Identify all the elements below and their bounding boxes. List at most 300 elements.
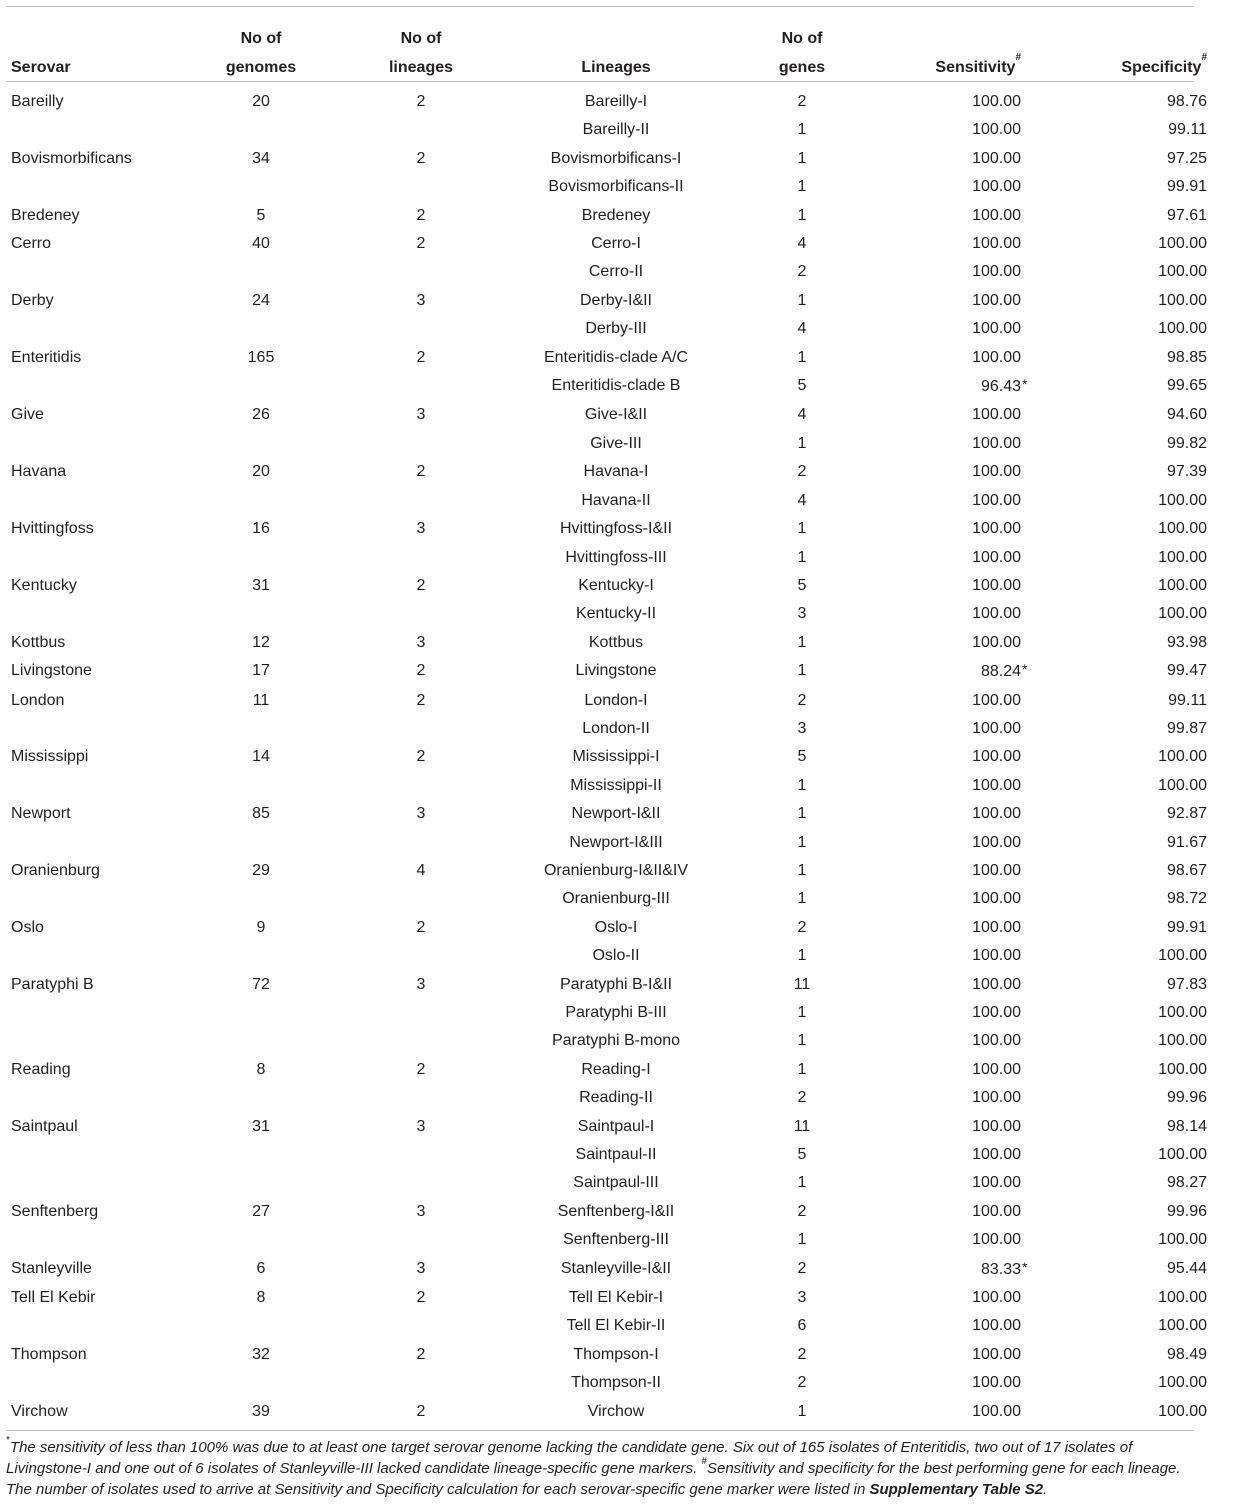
cell-no-genomes: 165 <box>247 348 275 366</box>
cell-sensitivity <box>883 857 1029 885</box>
cell-lineage: Bovismorbificans-I <box>550 149 682 167</box>
cell-specificity: 100.00 <box>1158 1231 1207 1249</box>
cell-serovar <box>6 258 191 286</box>
cell-specificity: 99.96 <box>1166 1202 1207 1220</box>
header-specificity: Specificity# <box>1121 51 1207 76</box>
cell-no-lineages: 2 <box>416 235 426 253</box>
cell-serovar: Stanleyville <box>11 1259 92 1277</box>
cell-serovar <box>6 772 191 800</box>
cell-no-genomes <box>191 1084 331 1112</box>
cell-no-genomes: 20 <box>252 93 270 110</box>
table-row <box>6 629 1233 657</box>
cell-no-genes: 2 <box>797 1374 807 1392</box>
cell-no-genomes <box>191 600 331 628</box>
cell-specificity: 100.00 <box>1158 320 1207 338</box>
cell-sensitivity <box>883 715 1029 743</box>
cell-no-genes: 1 <box>797 149 807 167</box>
cell-serovar <box>6 487 191 515</box>
cell-no-genes: 1 <box>797 1231 807 1249</box>
cell-no-genomes: 6 <box>256 1259 266 1277</box>
cell-lineage: Give-III <box>590 434 642 452</box>
cell-specificity: 98.49 <box>1166 1345 1207 1363</box>
cell-specificity: 100.00 <box>1158 605 1207 623</box>
cell-lineage: Cerro-I <box>591 235 641 253</box>
cell-specificity: 97.25 <box>1166 149 1207 167</box>
cell-no-genomes <box>191 173 331 201</box>
cell-no-genomes <box>191 1312 331 1340</box>
table-row <box>6 1341 1233 1369</box>
cell-lineage: Enteritidis-clade A/C <box>543 348 689 366</box>
cell-sensitivity <box>883 1084 1029 1112</box>
cell-lineage: Hvittingfoss-I&II <box>559 520 673 538</box>
table-row <box>6 458 1233 486</box>
cell-serovar: Bareilly <box>11 93 64 110</box>
sensitivity-value: 100.00 <box>972 1202 1021 1220</box>
cell-no-genes: 1 <box>797 890 807 908</box>
cell-no-genes: 1 <box>797 833 807 851</box>
cell-no-genes: 4 <box>797 491 807 509</box>
cell-lineage: Cerro-II <box>588 263 644 281</box>
table-row <box>6 1027 1233 1055</box>
cell-no-genes: 2 <box>797 93 807 110</box>
cell-sensitivity <box>883 487 1029 515</box>
cell-lineage: Kentucky-II <box>575 605 657 623</box>
cell-sensitivity <box>883 1312 1029 1340</box>
cell-specificity: 100.00 <box>1158 776 1207 794</box>
cell-no-genes: 2 <box>797 691 807 709</box>
table-row <box>6 258 1233 286</box>
cell-no-genes: 1 <box>797 434 807 452</box>
table-row <box>6 942 1233 970</box>
table-body <box>6 82 1233 1426</box>
cell-no-genes: 1 <box>797 633 807 651</box>
cell-no-genomes <box>191 829 331 857</box>
cell-no-lineages: 3 <box>416 805 426 823</box>
cell-serovar: Oranienburg <box>11 861 100 879</box>
cell-no-genomes <box>191 942 331 970</box>
header-no-genomes: No of genomes <box>225 30 297 76</box>
cell-lineage: Senftenberg-I&II <box>557 1202 675 1220</box>
sensitivity-value: 100.00 <box>972 1289 1021 1307</box>
table-row <box>6 829 1233 857</box>
cell-no-lineages: 2 <box>416 1345 426 1363</box>
cell-no-lineages: 3 <box>416 1259 426 1277</box>
cell-no-genes: 11 <box>793 1117 811 1135</box>
cell-no-lineages <box>331 829 511 857</box>
sensitivity-value: 100.00 <box>972 149 1021 167</box>
header-serovar: Serovar <box>11 58 71 76</box>
cell-no-lineages: 2 <box>416 149 426 167</box>
cell-lineage: Paratyphi B-III <box>565 1004 667 1021</box>
table-row <box>6 772 1233 800</box>
cell-sensitivity <box>883 202 1029 230</box>
sensitivity-value: 100.00 <box>972 975 1021 993</box>
cell-no-genomes: 14 <box>252 748 270 766</box>
cell-lineage: Livingstone <box>575 662 657 680</box>
cell-no-genomes: 5 <box>256 206 266 224</box>
cell-lineage: Reading-I <box>581 1060 651 1078</box>
cell-serovar: Mississippi <box>11 748 89 766</box>
cell-no-lineages <box>331 487 511 515</box>
cell-sensitivity <box>883 315 1029 343</box>
table-row <box>6 430 1233 458</box>
sensitivity-value: 100.00 <box>972 748 1021 766</box>
sensitivity-value: 100.00 <box>972 1402 1021 1420</box>
table-row <box>6 1141 1233 1169</box>
cell-no-genes: 1 <box>797 520 807 538</box>
sensitivity-value: 100.00 <box>972 805 1021 823</box>
cell-sensitivity <box>883 116 1029 144</box>
table-row <box>6 1312 1233 1340</box>
header-lineages: Lineages <box>581 58 651 76</box>
cell-no-genes: 2 <box>797 1202 807 1220</box>
cell-no-genomes <box>191 885 331 913</box>
cell-no-lineages: 2 <box>416 463 426 481</box>
cell-specificity: 100.00 <box>1158 548 1207 566</box>
cell-serovar <box>6 430 191 458</box>
cell-no-genomes: 27 <box>252 1202 270 1220</box>
cell-no-genomes: 31 <box>252 576 270 594</box>
cell-lineage: Mississippi-II <box>570 776 662 794</box>
cell-serovar <box>6 1169 191 1197</box>
cell-no-lineages <box>331 715 511 743</box>
cell-no-genomes <box>191 116 331 144</box>
cell-no-lineages: 2 <box>416 662 426 680</box>
cell-sensitivity: 83.33* <box>883 1255 1029 1284</box>
sensitivity-value: 100.00 <box>972 320 1021 338</box>
cell-no-lineages <box>331 315 511 343</box>
cell-specificity: 100.00 <box>1158 491 1207 509</box>
cell-sensitivity <box>883 1284 1029 1312</box>
header-sensitivity: Sensitivity# <box>935 51 1021 76</box>
table-footnote: *The sensitivity of less than 100% was due to at least one target serovar genome lacking the candidate gene. Six out of 165 isolates of Enteritidis, two out of 17 isolates of Livingstone-I and one out of 6 isolates of Stanleyville-III lacked candidate lineage-specific gene markers. #Sensitivity and specificity for the best performing gene for each lineage. The number of isolates used to arrive at Sensitivity and Specificity calculation for each serovar-specific gene marker were listed in Supplementary Table S2. <box>6 1435 1181 1498</box>
cell-lineage: Hvittingfoss-III <box>565 548 667 566</box>
cell-sensitivity <box>883 344 1029 372</box>
cell-no-lineages: 3 <box>416 520 426 538</box>
cell-no-genomes: 24 <box>252 291 270 309</box>
cell-sensitivity <box>883 829 1029 857</box>
cell-serovar <box>6 1369 191 1397</box>
cell-serovar <box>6 1027 191 1055</box>
cell-serovar: Virchow <box>11 1402 68 1420</box>
cell-specificity: 92.87 <box>1166 805 1207 823</box>
cell-no-genes: 1 <box>797 121 807 139</box>
cell-lineage: Give-I&II <box>584 406 648 424</box>
cell-no-genes: 1 <box>797 348 807 366</box>
cell-serovar <box>6 1141 191 1169</box>
cell-no-genes: 2 <box>797 1089 807 1107</box>
sensitivity-value: 100.00 <box>972 263 1021 281</box>
table-row <box>6 687 1233 715</box>
sensitivity-value: 100.00 <box>972 206 1021 224</box>
sensitivity-value: 100.00 <box>972 1146 1021 1164</box>
cell-specificity: 97.39 <box>1166 463 1207 481</box>
cell-serovar: Thompson <box>11 1345 87 1363</box>
cell-lineage: Stanleyville-I&II <box>560 1259 672 1277</box>
cell-no-genomes: 11 <box>252 691 270 709</box>
cell-sensitivity <box>883 743 1029 771</box>
table-row <box>6 287 1233 315</box>
cell-no-genes: 1 <box>797 947 807 965</box>
cell-no-lineages: 2 <box>416 348 426 366</box>
cell-serovar: Give <box>11 406 44 424</box>
cell-serovar: London <box>11 691 65 709</box>
sensitivity-value: 100.00 <box>972 918 1021 936</box>
table-row <box>6 344 1233 372</box>
cell-no-genes: 1 <box>797 548 807 566</box>
cell-sensitivity <box>883 971 1029 999</box>
cell-lineage: Bovismorbificans-II <box>548 178 684 196</box>
cell-no-genomes: 34 <box>252 149 270 167</box>
cell-serovar: Newport <box>11 805 71 823</box>
sensitivity-value: 100.00 <box>972 548 1021 566</box>
cell-no-genes: 4 <box>797 320 807 338</box>
cell-serovar <box>6 315 191 343</box>
cell-no-genomes <box>191 1027 331 1055</box>
sensitivity-value: 100.00 <box>972 491 1021 509</box>
sensitivity-value: 88.24 <box>980 663 1021 681</box>
cell-lineage: Oslo-I <box>594 918 638 936</box>
cell-specificity: 93.98 <box>1166 633 1207 651</box>
cell-lineage: Havana-II <box>581 491 651 509</box>
cell-lineage: Kentucky-I <box>578 576 654 594</box>
cell-sensitivity <box>883 544 1029 572</box>
sensitivity-value: 100.00 <box>972 520 1021 538</box>
cell-specificity: 100.00 <box>1158 947 1207 965</box>
cell-lineage: Saintpaul-I <box>577 1117 655 1135</box>
cell-no-lineages: 2 <box>416 1060 426 1078</box>
cell-lineage: Senftenberg-III <box>563 1231 669 1249</box>
cell-lineage: London-I <box>584 691 648 709</box>
cell-sensitivity <box>883 1027 1029 1055</box>
table-row <box>6 1226 1233 1254</box>
sensitivity-value: 100.00 <box>972 833 1021 851</box>
cell-specificity: 100.00 <box>1158 1004 1207 1021</box>
cell-specificity: 99.87 <box>1166 719 1207 737</box>
cell-no-lineages <box>331 430 511 458</box>
table-row <box>6 657 1233 686</box>
cell-no-genes: 3 <box>797 605 807 623</box>
cell-specificity: 98.14 <box>1166 1117 1207 1135</box>
sensitivity-value: 100.00 <box>972 1231 1021 1249</box>
sensitivity-value: 100.00 <box>972 576 1021 594</box>
cell-no-genes: 5 <box>797 748 807 766</box>
cell-no-genes: 1 <box>797 178 807 196</box>
cell-sensitivity <box>883 258 1029 286</box>
cell-specificity: 99.11 <box>1168 121 1207 139</box>
cell-specificity: 94.60 <box>1166 406 1207 424</box>
cell-no-genomes <box>191 258 331 286</box>
lineage-marker-table <box>6 0 1233 1426</box>
cell-sensitivity: 88.24* <box>883 657 1029 686</box>
sensitivity-value: 100.00 <box>972 1089 1021 1107</box>
cell-no-genomes: 17 <box>252 662 270 680</box>
cell-serovar: Reading <box>11 1060 71 1078</box>
cell-specificity: 100.00 <box>1158 1032 1207 1050</box>
cell-lineage: Kottbus <box>588 633 644 651</box>
cell-no-genomes: 8 <box>256 1060 266 1078</box>
cell-no-lineages <box>331 885 511 913</box>
cell-lineage: Saintpaul-II <box>575 1146 657 1164</box>
cell-specificity: 99.91 <box>1166 918 1207 936</box>
cell-sensitivity <box>883 914 1029 942</box>
bottom-rule <box>6 1430 1194 1431</box>
cell-no-genomes: 8 <box>256 1289 266 1307</box>
cell-no-lineages: 3 <box>416 1117 426 1135</box>
cell-sensitivity <box>883 1198 1029 1226</box>
cell-no-lineages <box>331 544 511 572</box>
table-row <box>6 116 1233 144</box>
cell-sensitivity <box>883 82 1029 116</box>
header-no-lineages: No of lineages <box>388 30 454 76</box>
cell-sensitivity <box>883 1169 1029 1197</box>
cell-specificity: 100.00 <box>1158 576 1207 594</box>
cell-lineage: Paratyphi B-I&II <box>559 975 673 993</box>
cell-no-genomes <box>191 487 331 515</box>
cell-lineage: Newport-I&II <box>571 805 661 823</box>
cell-no-genomes <box>191 372 331 401</box>
cell-sensitivity <box>883 1369 1029 1397</box>
cell-sensitivity <box>883 1056 1029 1084</box>
cell-specificity: 99.96 <box>1166 1089 1207 1107</box>
cell-specificity: 98.27 <box>1166 1174 1207 1192</box>
cell-no-lineages <box>331 1312 511 1340</box>
cell-no-genes: 1 <box>797 1174 807 1192</box>
cell-no-lineages: 3 <box>416 1202 426 1220</box>
cell-lineage: Derby-I&II <box>579 291 652 309</box>
cell-serovar: Bovismorbificans <box>11 149 132 167</box>
cell-no-genes: 2 <box>797 918 807 936</box>
cell-specificity: 99.11 <box>1168 691 1207 709</box>
sensitivity-value: 100.00 <box>972 178 1021 196</box>
cell-serovar: Saintpaul <box>11 1117 78 1135</box>
cell-no-lineages: 3 <box>416 406 426 424</box>
cell-sensitivity <box>883 800 1029 828</box>
cell-no-lineages <box>331 258 511 286</box>
cell-specificity: 91.67 <box>1166 833 1207 851</box>
table-row <box>6 1398 1233 1426</box>
cell-no-genes: 11 <box>793 975 811 993</box>
cell-no-lineages: 2 <box>416 1402 426 1420</box>
cell-specificity: 100.00 <box>1158 520 1207 538</box>
cell-no-lineages <box>331 173 511 201</box>
cell-specificity: 100.00 <box>1158 1060 1207 1078</box>
cell-no-genes: 5 <box>797 1146 807 1164</box>
cell-no-genomes <box>191 1226 331 1254</box>
cell-specificity: 100.00 <box>1158 1374 1207 1392</box>
table-row <box>6 1198 1233 1226</box>
cell-specificity: 100.00 <box>1158 1146 1207 1164</box>
cell-lineage: Thompson-II <box>571 1374 661 1392</box>
table-row <box>6 202 1233 230</box>
cell-sensitivity <box>883 999 1029 1027</box>
sensitivity-value: 100.00 <box>972 1174 1021 1192</box>
cell-lineage: Tell El Kebir-II <box>566 1317 666 1335</box>
cell-no-genomes: 31 <box>252 1117 270 1135</box>
table-row <box>6 999 1233 1027</box>
cell-sensitivity <box>883 942 1029 970</box>
cell-lineage: Paratyphi B-mono <box>551 1032 681 1050</box>
sensitivity-value: 100.00 <box>972 1060 1021 1078</box>
cell-no-lineages <box>331 1141 511 1169</box>
cell-no-lineages <box>331 999 511 1027</box>
cell-no-lineages <box>331 772 511 800</box>
table-row <box>6 544 1233 572</box>
cell-lineage: Bareilly-II <box>582 121 650 139</box>
cell-no-genomes: 12 <box>252 633 270 651</box>
cell-serovar <box>6 173 191 201</box>
sensitivity-value: 100.00 <box>972 93 1021 110</box>
sensitivity-value: 100.00 <box>972 291 1021 309</box>
cell-specificity: 99.65 <box>1166 377 1207 395</box>
cell-sensitivity <box>883 885 1029 913</box>
cell-lineage: Oranienburg-III <box>562 890 670 908</box>
cell-no-genes: 1 <box>797 1032 807 1050</box>
table-row <box>6 914 1233 942</box>
sensitivity-value: 100.00 <box>972 605 1021 623</box>
cell-specificity: 95.44 <box>1166 1259 1207 1277</box>
cell-sensitivity <box>883 1113 1029 1141</box>
cell-specificity: 100.00 <box>1158 1317 1207 1335</box>
cell-serovar: Derby <box>11 291 54 309</box>
sensitivity-value: 100.00 <box>972 235 1021 253</box>
sensitivity-value: 100.00 <box>972 463 1021 481</box>
cell-no-lineages <box>331 372 511 401</box>
cell-specificity: 98.76 <box>1166 93 1207 110</box>
cell-serovar <box>6 600 191 628</box>
cell-no-genomes <box>191 1169 331 1197</box>
sensitivity-value: 100.00 <box>972 348 1021 366</box>
cell-sensitivity: 96.43* <box>883 372 1029 401</box>
cell-no-genes: 2 <box>797 463 807 481</box>
cell-no-genomes: 9 <box>256 918 266 936</box>
cell-no-lineages <box>331 1084 511 1112</box>
cell-no-genomes: 39 <box>252 1402 270 1420</box>
cell-sensitivity <box>883 1341 1029 1369</box>
cell-lineage: Havana-I <box>583 463 649 481</box>
cell-serovar: Kottbus <box>11 633 66 651</box>
cell-serovar: Bredeney <box>11 206 80 224</box>
cell-no-genomes: 72 <box>252 975 270 993</box>
cell-sensitivity <box>883 629 1029 657</box>
cell-specificity: 100.00 <box>1158 748 1207 766</box>
cell-no-genomes: 40 <box>252 235 270 253</box>
table-row <box>6 600 1233 628</box>
table-row <box>6 1369 1233 1397</box>
cell-serovar: Enteritidis <box>11 348 82 366</box>
sensitivity-value: 83.33 <box>980 1260 1021 1278</box>
cell-lineage: Reading-II <box>579 1089 653 1107</box>
cell-lineage: Oranienburg-I&II&IV <box>543 861 689 879</box>
cell-serovar: Senftenberg <box>11 1202 99 1220</box>
cell-no-lineages: 3 <box>416 291 426 309</box>
cell-no-genes: 2 <box>797 1259 807 1277</box>
cell-no-lineages <box>331 116 511 144</box>
cell-serovar <box>6 544 191 572</box>
cell-specificity: 97.61 <box>1166 206 1207 224</box>
cell-no-lineages <box>331 942 511 970</box>
cell-no-genomes <box>191 1369 331 1397</box>
cell-no-genes: 1 <box>797 291 807 309</box>
cell-sensitivity <box>883 772 1029 800</box>
cell-no-lineages: 3 <box>416 633 426 651</box>
cell-lineage: Mississippi-I <box>572 748 660 766</box>
cell-no-genomes: 29 <box>252 861 270 879</box>
cell-no-genes: 1 <box>797 861 807 879</box>
cell-no-genes: 4 <box>797 235 807 253</box>
cell-no-genes: 1 <box>797 1060 807 1078</box>
cell-serovar: Tell El Kebir <box>11 1289 96 1307</box>
